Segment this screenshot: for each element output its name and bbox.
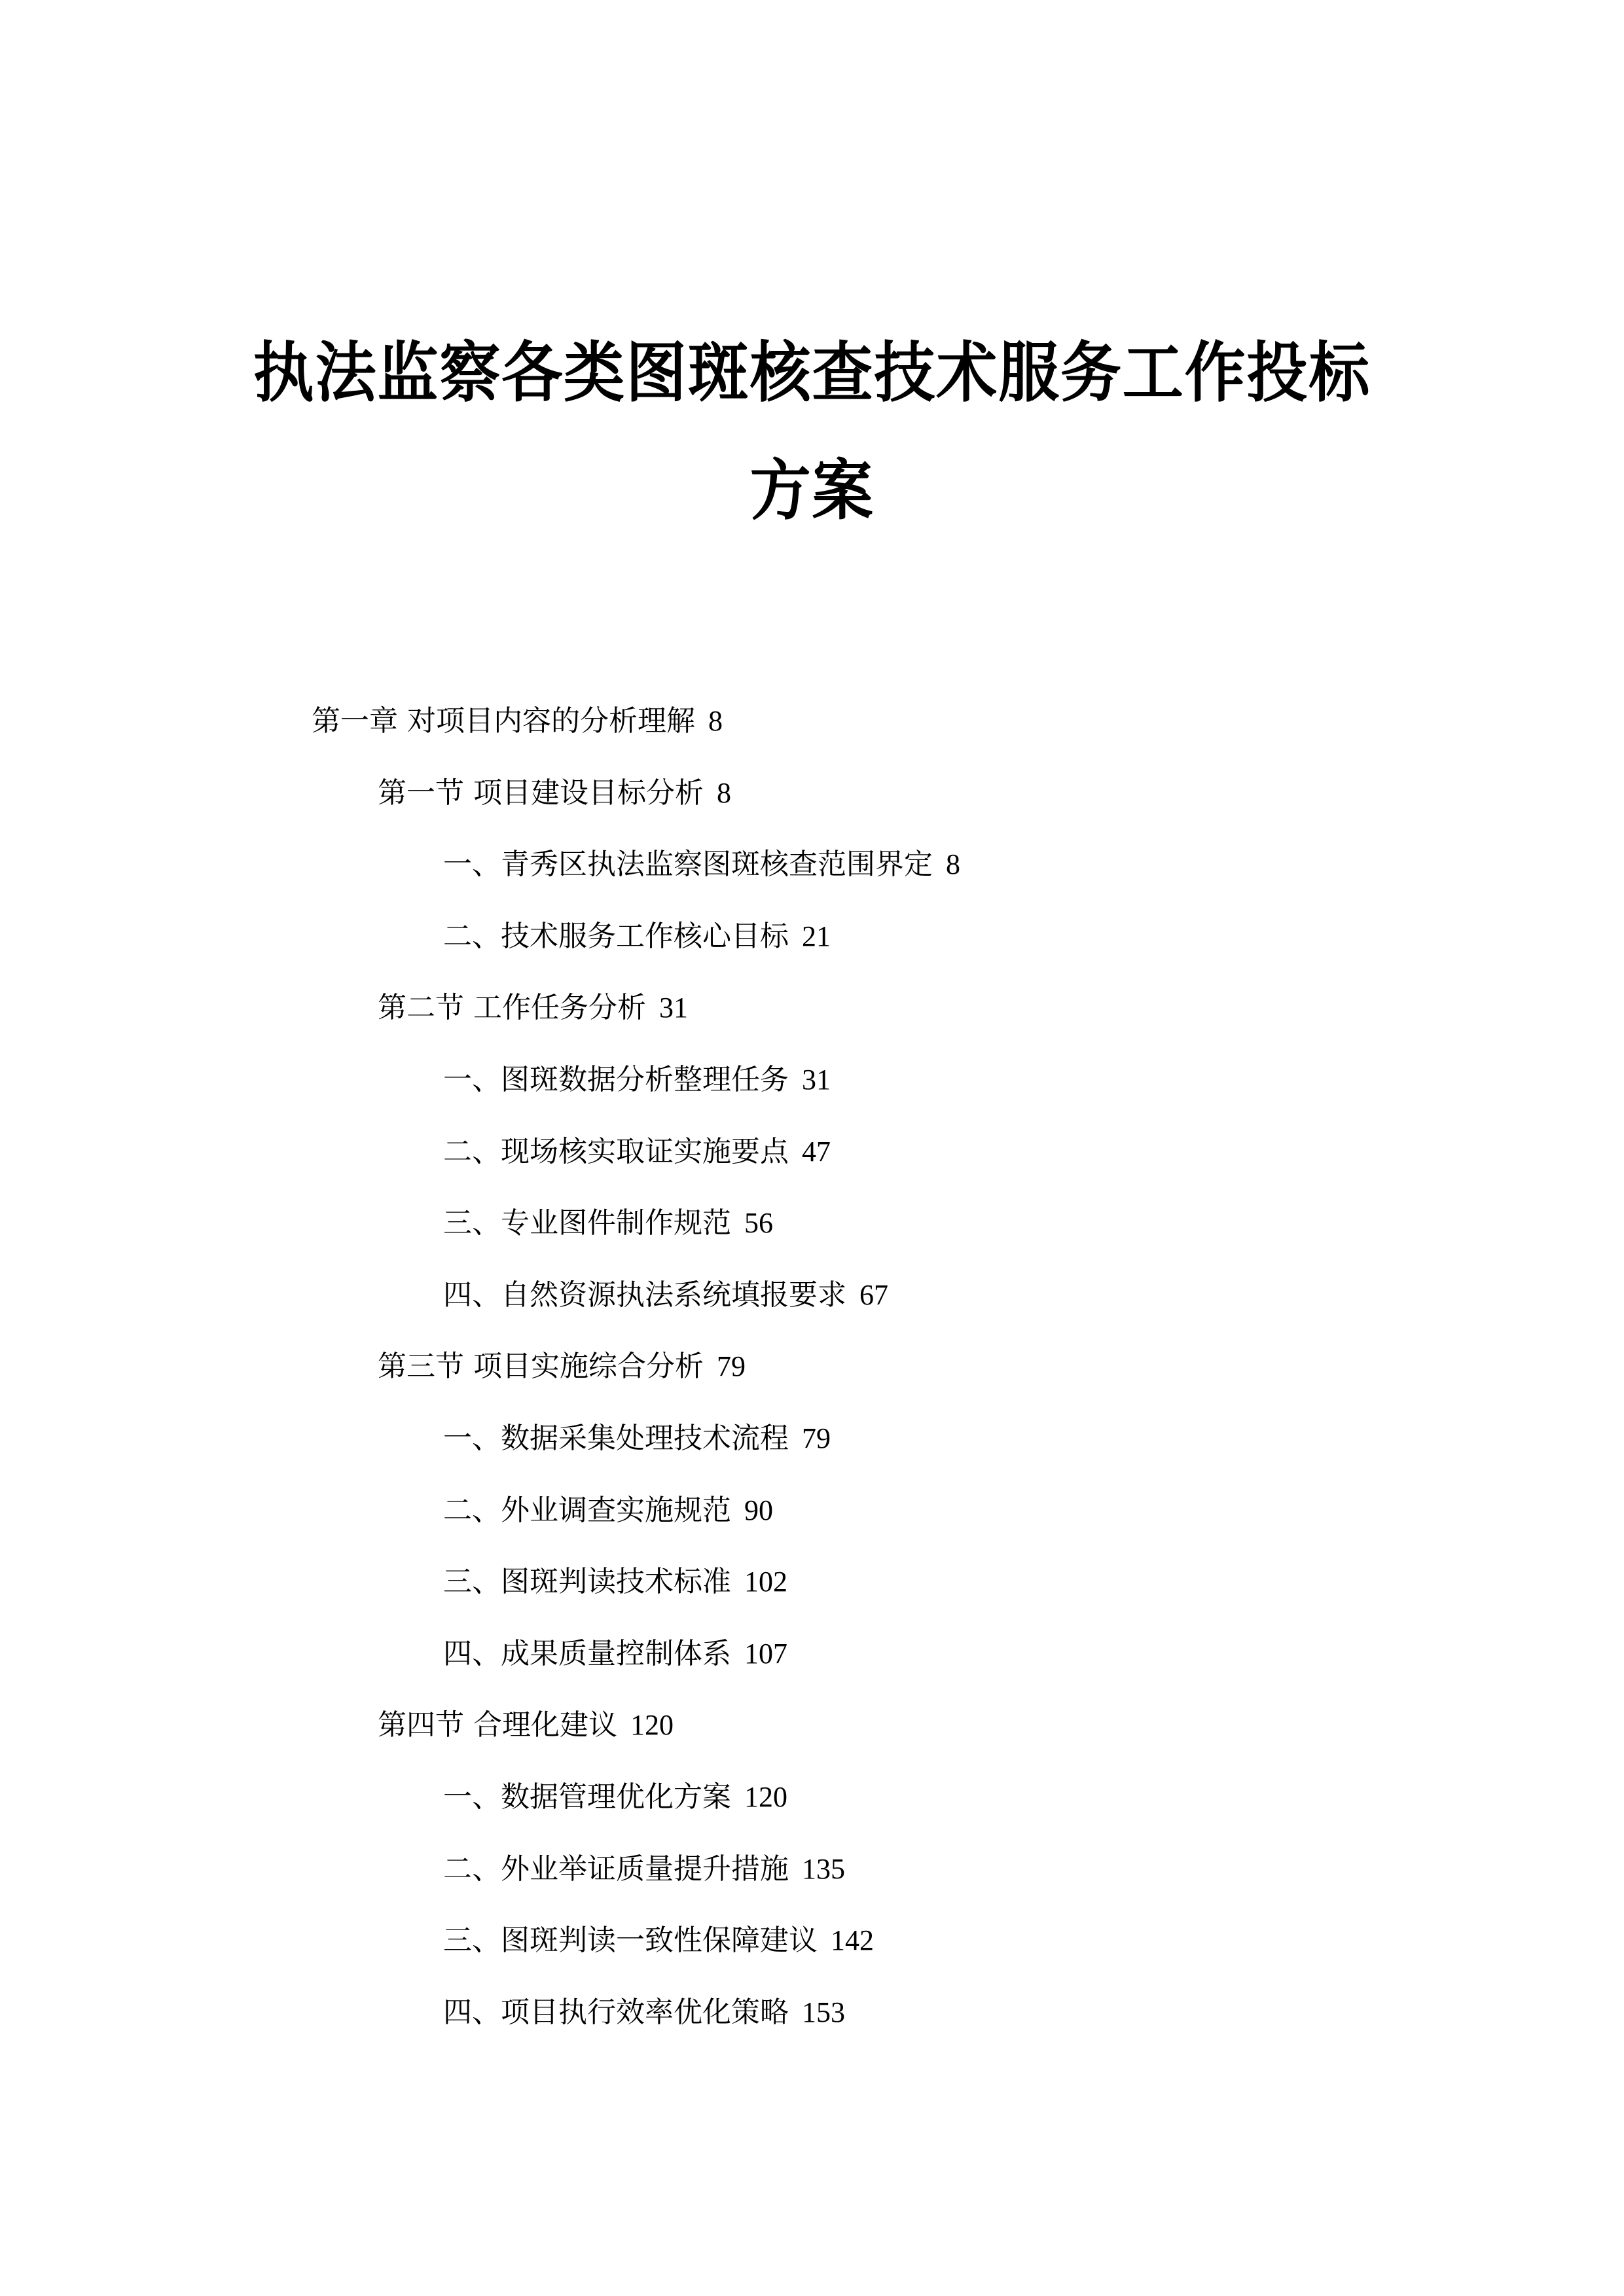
toc-entry-label: 图斑数据分析整理任务 — [501, 1063, 789, 1096]
toc-entry-label: 成果质量控制体系 — [501, 1636, 731, 1670]
toc-entry-label: 第三节 项目实施综合分析 — [378, 1350, 704, 1384]
toc-entry-number: 三、 — [443, 1924, 501, 1958]
toc-entry-label: 现场核实取证实施要点 — [501, 1134, 789, 1168]
toc-entry-page-number: 153 — [802, 1996, 845, 2028]
toc-entry-number: 四、 — [443, 1636, 501, 1670]
toc-entry-label: 第一节 项目建设目标分析 — [378, 776, 704, 810]
toc-entry-page-number: 47 — [802, 1135, 831, 1168]
toc-entry-label: 外业调查实施规范 — [501, 1493, 731, 1527]
toc-entry-page-number: 31 — [659, 992, 688, 1024]
toc-entry-label: 自然资源执法系统填报要求 — [501, 1278, 846, 1312]
toc-entry-label: 数据采集处理技术流程 — [501, 1422, 789, 1455]
toc-entry-label: 图斑判读一致性保障建议 — [501, 1924, 818, 1958]
toc-entry-page-number: 8 — [946, 848, 960, 881]
toc-entry-number: 一、 — [443, 848, 501, 882]
toc-entry-label: 图斑判读技术标准 — [501, 1565, 731, 1599]
toc-entry-page-number: 79 — [717, 1350, 746, 1383]
toc-entry-label: 数据管理优化方案 — [501, 1780, 731, 1814]
toc-entry-number: 二、 — [443, 1134, 501, 1168]
toc-entry-page-number: 135 — [802, 1852, 845, 1885]
toc-entry-number: 二、 — [443, 1493, 501, 1527]
toc-entry-number: 一、 — [443, 1780, 501, 1814]
toc-entry-label: 项目执行效率优化策略 — [501, 1995, 789, 2029]
toc-entry-label: 技术服务工作核心目标 — [501, 919, 789, 953]
toc-entry-page-number: 8 — [708, 705, 723, 737]
toc-entry-number: 二、 — [443, 919, 501, 953]
toc-entry-number: 四、 — [443, 1278, 501, 1312]
toc-entry-page-number: 90 — [744, 1494, 773, 1526]
document-title-line-2: 方案 — [749, 452, 875, 529]
toc-entry-label: 第二节 工作任务分析 — [378, 991, 646, 1025]
toc-entry-label: 第一章 对项目内容的分析理解 — [312, 704, 695, 738]
toc-entry-page-number: 120 — [744, 1781, 787, 1813]
toc-entry-label: 专业图件制作规范 — [501, 1206, 731, 1240]
toc-entry-page-number: 21 — [802, 920, 831, 952]
toc-entry-number: 三、 — [443, 1565, 501, 1599]
toc-entry-number: 一、 — [443, 1422, 501, 1455]
toc-entry-number: 三、 — [443, 1206, 501, 1240]
toc-entry-page-number: 120 — [630, 1709, 674, 1742]
toc-entry-page-number: 142 — [831, 1924, 874, 1957]
toc-entry-label: 第四节 合理化建议 — [378, 1708, 617, 1742]
toc-entry-page-number: 107 — [744, 1637, 787, 1670]
toc-entry-page-number: 56 — [744, 1207, 773, 1240]
toc-entry-label: 青秀区执法监察图斑核查范围界定 — [501, 848, 933, 882]
toc-entry-page-number: 79 — [802, 1422, 831, 1454]
toc-entry-page-number: 67 — [859, 1278, 888, 1311]
document-title-line-1: 执法监察各类图斑核查技术服务工作投标 — [253, 334, 1371, 411]
toc-entry-number: 二、 — [443, 1852, 501, 1886]
toc-entry-page-number: 8 — [717, 776, 731, 809]
toc-entry-number: 一、 — [443, 1063, 501, 1096]
toc-entry-label: 外业举证质量提升措施 — [501, 1852, 789, 1886]
toc-entry-number: 四、 — [443, 1995, 501, 2029]
toc-entry-page-number: 31 — [802, 1064, 831, 1096]
toc-entry-page-number: 102 — [744, 1566, 787, 1598]
